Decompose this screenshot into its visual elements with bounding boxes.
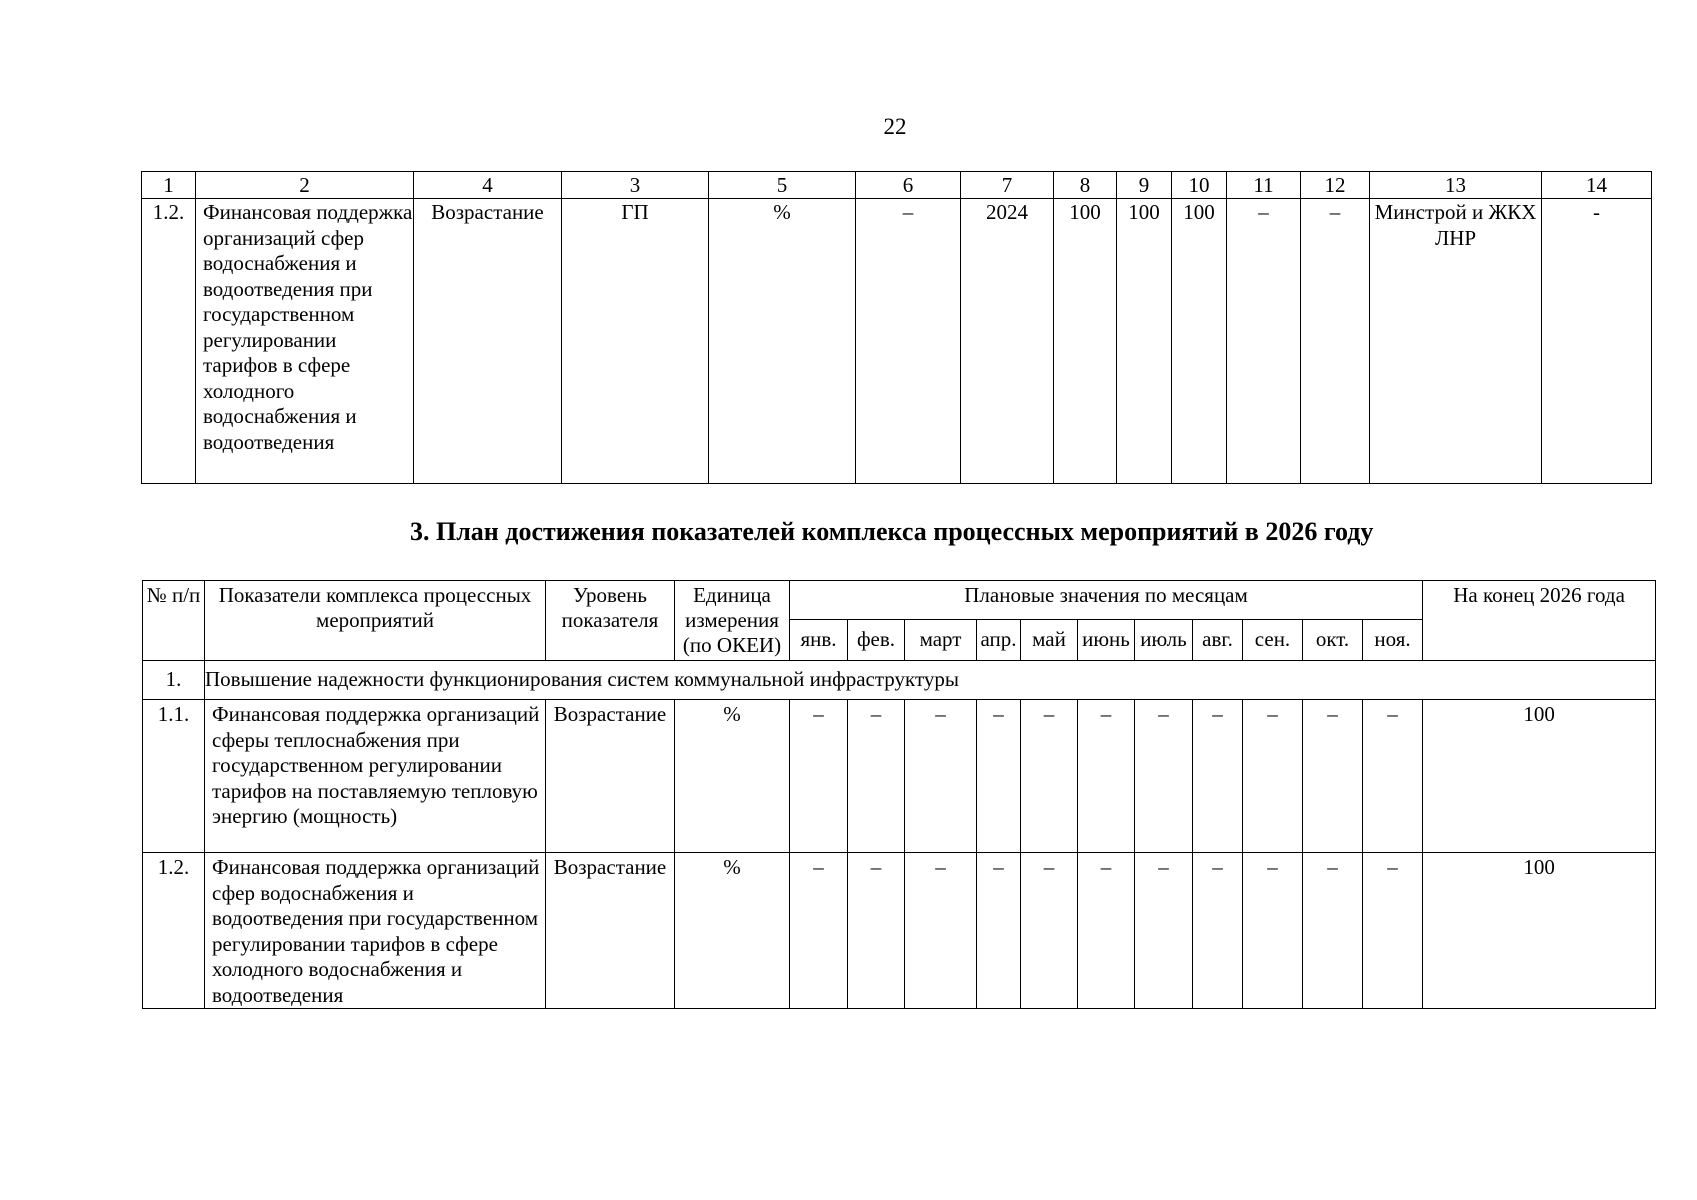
row-number: 1.2. <box>142 199 196 484</box>
month-value: – <box>905 700 977 853</box>
month-header: окт. <box>1303 620 1363 661</box>
indicator-name: Финансовая поддержка организаций сфер водоснабжения и водоотведения при государственном регулировании тарифов в сфере холодного водоснабжения и водоотведения <box>205 853 546 1009</box>
column-number: 14 <box>1542 172 1652 199</box>
indicator-name: Финансовая поддержка организаций сферы теплоснабжения при государственном регулировании тарифов на поставляемую тепловую энергию (мощность) <box>205 700 546 853</box>
month-value: – <box>1303 853 1363 1009</box>
column-number: 7 <box>961 172 1054 199</box>
month-value: – <box>1243 853 1303 1009</box>
month-header: июль <box>1135 620 1193 661</box>
responsible-body: Минстрой и ЖКХ ЛНР <box>1370 199 1542 484</box>
month-header: янв. <box>790 620 848 661</box>
month-header: фев. <box>848 620 905 661</box>
header-indicators: Показатели комплекса процессных мероприятий <box>205 581 546 661</box>
section-row <box>143 661 1656 700</box>
column-number-row <box>142 172 1652 199</box>
cell-8: 100 <box>1054 199 1117 484</box>
header-planned-values: Плановые значения по месяцам <box>790 581 1423 620</box>
plan-table <box>142 580 1656 1009</box>
cell-14: - <box>1542 199 1652 484</box>
month-value: – <box>1021 700 1078 853</box>
indicator-name: Финансовая поддержка организаций сфер водоснабжения и водоотведения при государственном регулировании тарифов в сфере холодного водоснабжения и водоотведения <box>196 199 414 484</box>
table-row <box>143 853 1656 1009</box>
month-value: – <box>790 853 848 1009</box>
month-value: – <box>1135 853 1193 1009</box>
month-value: – <box>1078 700 1135 853</box>
month-header: ноя. <box>1363 620 1423 661</box>
month-value: – <box>790 700 848 853</box>
column-number: 13 <box>1370 172 1542 199</box>
indicator-level: Возрастание <box>546 700 675 853</box>
page-number: 22 <box>883 114 907 139</box>
indicator-type: ГП <box>562 199 709 484</box>
month-value: – <box>1021 853 1078 1009</box>
header-number: № п/п <box>143 581 205 661</box>
indicator-unit: % <box>675 700 790 853</box>
month-header: авг. <box>1193 620 1243 661</box>
month-value: – <box>1243 700 1303 853</box>
month-header: март <box>905 620 977 661</box>
column-number: 11 <box>1227 172 1301 199</box>
cell-7: 2024 <box>961 199 1054 484</box>
header-end-of-year: На конец 2026 года <box>1423 581 1656 661</box>
indicator-level: Возрастание <box>546 853 675 1009</box>
cell-12: – <box>1301 199 1370 484</box>
column-number: 12 <box>1301 172 1370 199</box>
month-value: – <box>1193 853 1243 1009</box>
table-row <box>143 700 1656 853</box>
indicator-level: Возрастание <box>414 199 562 484</box>
month-header: июнь <box>1078 620 1135 661</box>
column-number: 3 <box>562 172 709 199</box>
month-value: – <box>977 700 1021 853</box>
column-number: 1 <box>142 172 196 199</box>
month-value: – <box>1078 853 1135 1009</box>
row-number: 1.2. <box>143 853 205 1009</box>
month-value: – <box>905 853 977 1009</box>
column-number: 9 <box>1117 172 1172 199</box>
column-number: 4 <box>414 172 562 199</box>
month-value: – <box>1363 700 1423 853</box>
cell-6: – <box>856 199 961 484</box>
header-level: Уровень показателя <box>546 581 675 661</box>
cell-9: 100 <box>1117 199 1172 484</box>
section-number: 1. <box>143 661 205 700</box>
cell-10: 100 <box>1172 199 1227 484</box>
column-number: 5 <box>709 172 856 199</box>
column-number: 10 <box>1172 172 1227 199</box>
month-value: – <box>848 700 905 853</box>
end-of-year-value: 100 <box>1423 700 1656 853</box>
column-number: 6 <box>856 172 961 199</box>
column-number: 2 <box>196 172 414 199</box>
month-value: – <box>848 853 905 1009</box>
month-header: сен. <box>1243 620 1303 661</box>
column-number: 8 <box>1054 172 1117 199</box>
indicators-table-continuation <box>141 171 1652 484</box>
end-of-year-value: 100 <box>1423 853 1656 1009</box>
indicator-unit: % <box>709 199 856 484</box>
header-row <box>143 581 1656 620</box>
section-title: Повышение надежности функционирования систем коммунальной инфраструктуры <box>205 661 1656 700</box>
section-heading: 3. План достижения показателей комплекса процессных мероприятий в 2026 году <box>410 517 1374 546</box>
month-value: – <box>1135 700 1193 853</box>
month-value: – <box>1363 853 1423 1009</box>
month-header: апр. <box>977 620 1021 661</box>
month-value: – <box>1303 700 1363 853</box>
month-value: – <box>977 853 1021 1009</box>
row-number: 1.1. <box>143 700 205 853</box>
month-header: май <box>1021 620 1078 661</box>
month-value: – <box>1193 700 1243 853</box>
indicator-unit: % <box>675 853 790 1009</box>
header-unit: Единица измерения (по ОКЕИ) <box>675 581 790 661</box>
table-row <box>142 199 1652 484</box>
cell-11: – <box>1227 199 1301 484</box>
